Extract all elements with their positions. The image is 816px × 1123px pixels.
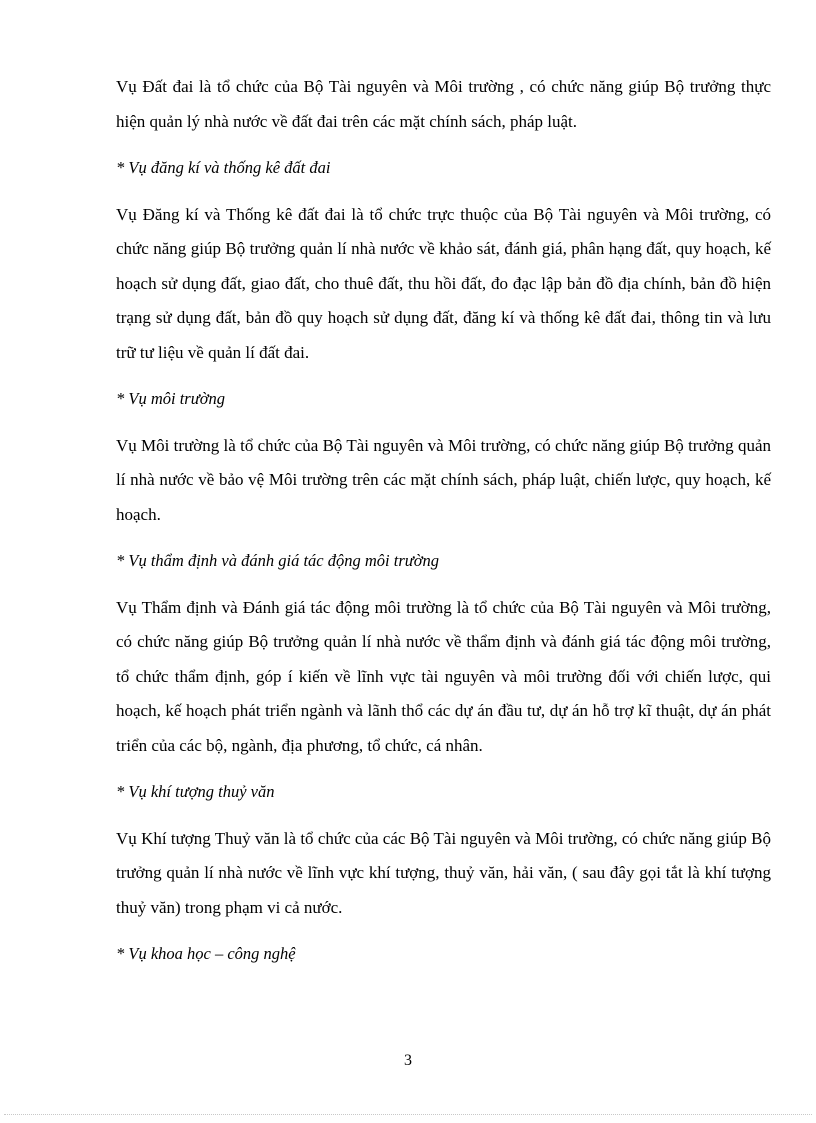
paragraph-vu-khi-tuong-thuy-van: Vụ Khí tượng Thuỷ văn là tổ chức của các Bộ Tài nguyên và Môi trường, có chức năng giúp Bộ trưởng quản lí nhà nước về lĩnh vực khí tượng, thuỷ văn, hải văn, ( sau đây gọi tắt là khí tượng thuỷ văn) trong phạm vi cả nước.: [116, 828, 771, 917]
heading-vu-khoa-hoc-cong-nghe: * Vụ khoa học – công nghệ: [116, 944, 296, 963]
heading-vu-khi-tuong-thuy-van: * Vụ khí tượng thuỷ văn: [116, 782, 275, 801]
heading-vu-dang-ki-thong-ke: * Vụ đăng kí và thống kê đất đai: [116, 158, 331, 177]
paragraph-vu-tham-dinh: Vụ Thẩm định và Đánh giá tác động môi trường là tổ chức của Bộ Tài nguyên và Môi trường, có chức năng giúp Bộ trưởng quản lí nhà nước về thẩm định và đánh giá tác động môi trường, tổ chức thẩm định, góp í kiến về lĩnh vực tài nguyên và môi trường đối với chiến lược, qui hoạch, kế hoạch phát triển ngành và lãnh thổ các dự án đầu tư, dự án hỗ trợ kĩ thuật, dự án phát triển của các bộ, ngành, địa phương, tổ chức, cá nhân.: [116, 597, 771, 755]
heading-vu-tham-dinh: * Vụ thẩm định và đánh giá tác động môi trường: [116, 551, 440, 570]
page-number: 3: [404, 1052, 412, 1069]
heading-vu-moi-truong: * Vụ môi trường: [116, 389, 226, 408]
document-body: [116, 70, 771, 972]
paragraph-vu-dang-ki-thong-ke: Vụ Đăng kí và Thống kê đất đai là tổ chức trực thuộc của Bộ Tài nguyên và Môi trường, có chức năng giúp Bộ trưởng quản lí nhà nước về khảo sát, đánh giá, phân hạng đất, quy hoạch, kế hoạch sử dụng đất, giao đất, cho thuê đất, thu hồi đất, đo đạc lập bản đồ địa chính, bản đồ hiện trạng sử dụng đất, bản đồ quy hoạch sử dụng đất, đăng kí và thống kê đất đai, thông tin và lưu trữ tư liệu về quản lí đất đai.: [116, 204, 771, 362]
page-bottom-border: [4, 1114, 812, 1115]
paragraph-vu-moi-truong: Vụ Môi trường là tổ chức của Bộ Tài nguyên và Môi trường, có chức năng giúp Bộ trưởng quản lí nhà nước về bảo vệ Môi trường trên các mặt chính sách, pháp luật, chiến lược, quy hoạch, kế hoạch.: [116, 435, 771, 524]
paragraph-vu-dat-dai: Vụ Đất đai là tổ chức của Bộ Tài nguyên và Môi trường , có chức năng giúp Bộ trưởng thực hiện quản lý nhà nước về đất đai trên các mặt chính sách, pháp luật.: [116, 77, 771, 131]
